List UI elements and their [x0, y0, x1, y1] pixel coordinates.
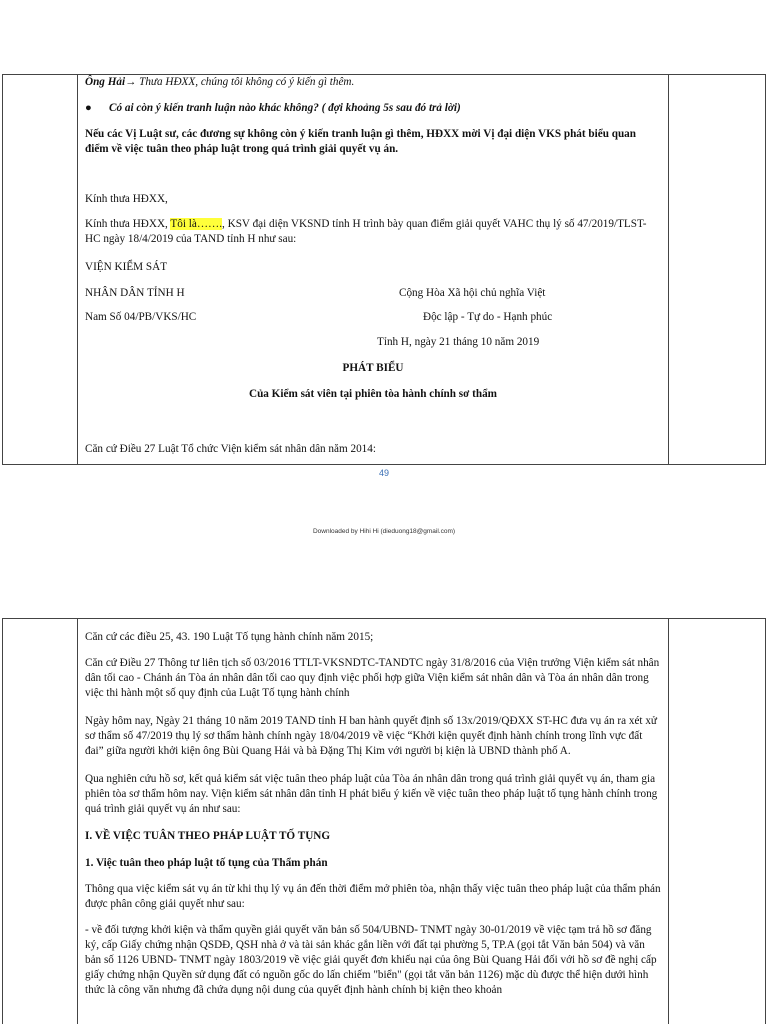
page1-table	[2, 74, 766, 465]
left-margin-column	[3, 75, 78, 464]
basis-law-3: Căn cứ Điều 27 Thông tư liên tịch số 03/2016 TTLT-VKSNDTC-TANDTC ngày 31/8/2016 của Viện trưởng Viện kiểm sát nhân dân tối cao - Chánh án Tòa án nhân dân tối cao quy định việc phối hợp giữa Viện kiểm sát nhân dân và Tòa án nhân dân trong việc thi hành một số quy định của Luật Tố tụng hành chính	[85, 657, 660, 699]
doc-subtitle: Của Kiểm sát viên tại phiên tòa hành chính sơ thẩm	[248, 388, 497, 400]
section-heading-1: I. VỀ VIỆC TUÂN THEO PHÁP LUẬT TỐ TỤNG	[85, 830, 331, 842]
question-text: Có ai còn ý kiến tranh luận nào khác không? ( đợi khoảng 5s sau đó trả lời)	[109, 102, 461, 114]
speaker-name: Ông Hải	[85, 76, 126, 88]
highlighted-text: Tôi là…….	[170, 218, 223, 230]
date-line: Tỉnh H, ngày 21 tháng 10 năm 2019	[377, 336, 540, 348]
page2-table	[2, 618, 766, 1024]
question-line	[85, 101, 661, 116]
dash-list-item: - về đối tượng khởi kiện và thẩm quyền giải quyết văn bản số 504/UBND- TNMT ngày 30-01/2019 về việc tạm trả hồ sơ đăng ký, cấp Giấy chứng nhận QSDĐ, QSH nhà ở và tài sản khác gắn liền với đất tại phường 5, TP.A (gọi tắt Văn bản 504) và văn bản số 1126 UBND- TNMT ngày 1803/2019 về việc giải quyết đơn khiếu nại của ông Bùi Quang Hải đối với hồ sơ đề nghị cấp giấy chứng nhận Quyền sử dụng đất có nguồn gốc do lấn chiếm "biển" (gọi tắt văn bản 1126) mặc dù được thể hiện dưới hình thức là công văn nhưng đã chứa dụng nội dung của quyết định hành chính bị kiện theo khoản	[85, 924, 657, 996]
ong-hai-line	[85, 75, 661, 90]
doc-number: Nam Số 04/PB/VKS/HC	[85, 311, 197, 323]
greeting-text: Kính thưa HĐXX,	[85, 193, 168, 205]
doc-title: PHÁT BIỂU	[342, 362, 404, 374]
section-heading-2: 1. Việc tuân theo pháp luật tố tụng của Thẩm phán	[85, 857, 328, 869]
basis-law-2: Căn cứ các điều 25, 43. 190 Luật Tố tụng hành chính năm 2015;	[85, 631, 374, 643]
org-line1: VIỆN KIỂM SÁT	[85, 261, 168, 273]
nation-line1: Cộng Hòa Xã hội chủ nghĩa Việt	[399, 287, 546, 299]
instruction-text: Nếu các Vị Luật sư, các đương sự không còn ý kiến tranh luận gì thêm, HĐXX mời Vị đại diện VKS phát biểu quan điểm về việc tuân theo pháp luật trong quá trình giải quyết vụ án.	[85, 128, 636, 155]
intro-pre: Kính thưa HĐXX,	[85, 218, 171, 230]
speaker-text: → Thưa HĐXX, chúng tôi không có ý kiến gì thêm.	[125, 76, 355, 88]
basis-law-1: Căn cứ Điều 27 Luật Tổ chức Viện kiểm sát nhân dân năm 2014:	[85, 443, 376, 455]
download-note: Downloaded by Hihi Hi (dieduong18@gmail.com)	[312, 528, 456, 535]
right-margin-column	[668, 619, 765, 1024]
page-number: 49	[378, 468, 389, 478]
intro-post: , KSV đại diện VKSND tỉnh H trình bày quan điểm giải quyết VAHC thụ lý số 47/2019/TLST-HC ngày 18/4/2019 của TAND tỉnh H như sau:	[85, 218, 647, 245]
intro-paragraph	[85, 217, 661, 247]
left-margin-column	[3, 619, 78, 1024]
nation-line2: Độc lập - Tự do - Hạnh phúc	[423, 311, 553, 323]
research-paragraph: Qua nghiên cứu hồ sơ, kết quả kiểm sát việc tuân theo pháp luật của Tòa án nhân dân trong quá trình giải quyết vụ án, tham gia phiên tòa sơ thẩm hôm nay. Viện kiểm sát nhân dân tỉnh H phát biểu ý kiến về việc tuân theo pháp luật tố tụng hành chính trong quá trình giải quyết vụ án như sau:	[85, 773, 658, 815]
org-line2: NHÂN DÂN TỈNH H	[85, 287, 185, 299]
bullet-icon: ●	[85, 102, 92, 114]
today-paragraph: Ngày hôm nay, Ngày 21 tháng 10 năm 2019 TAND tỉnh H ban hành quyết định số 13x/2019/QĐXX ST-HC đưa vụ án ra xét xử sơ thẩm số 47/2019 thụ lý sơ thẩm hành chính ngày 18/04/2019 về việc “Khởi kiện quyết định hành chính trong lĩnh vực đất đai” giữa người khởi kiện ông Bùi Quang Hải và bà Đặng Thị Kim với người bị kiện là UBND thành phố A.	[85, 715, 657, 757]
right-margin-column	[668, 75, 765, 464]
judge-paragraph: Thông qua việc kiểm sát vụ án từ khi thụ lý vụ án đến thời điểm mở phiên tòa, nhận thấy việc tuân theo pháp luật của thẩm phán được phân công giải quyết như sau:	[85, 883, 661, 910]
